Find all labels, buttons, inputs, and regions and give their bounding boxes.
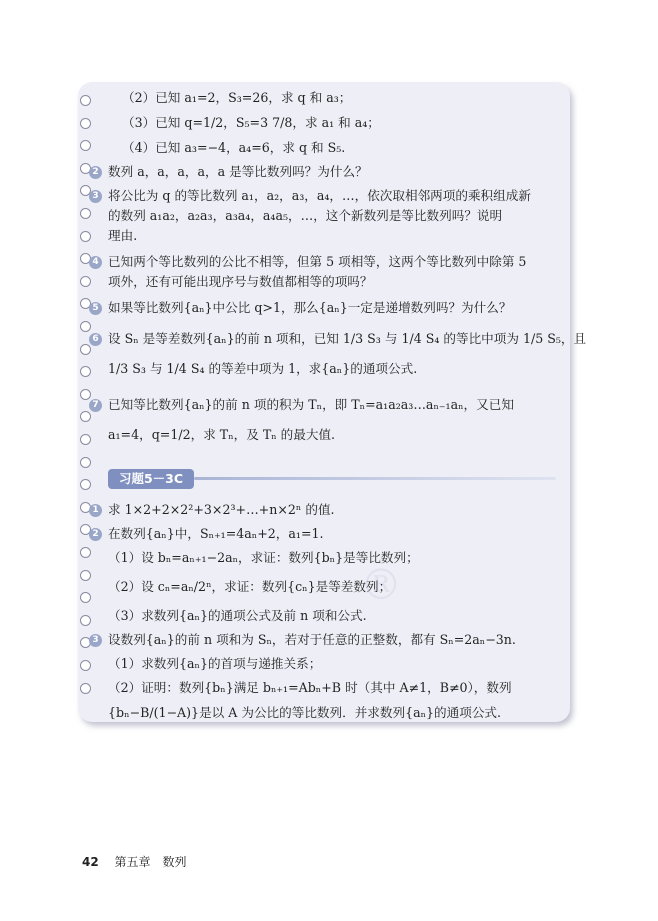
section-title: 习题5－3C <box>108 469 194 489</box>
problem-number-badge: 6 <box>89 333 102 346</box>
c-subitem: （2）设 cₙ=aₙ/2ⁿ，求证：数列{cₙ}是等差数列； <box>108 579 392 594</box>
chapter-title: 第五章 数列 <box>114 855 187 869</box>
binder-ring <box>80 660 91 671</box>
problem-6: 6 设 Sₙ 是等差数列{aₙ}的前 n 项和，已知 1/3 S₃ 与 1/4 S₄ 的等比中项为 1/5 S₅，且 1/3 S₃ 与 1/4 S₄ 的等差中项为 1，求{aₙ}的通项公式. <box>108 324 562 384</box>
problem-4: 4 已知两个等比数列的公比不相等，但第 5 项相等，这两个等比数列中除第 5 项外，还有可能出现序号与数值都相等的项吗？ <box>108 252 562 292</box>
c-subitem: （1）求数列{aₙ}的首项与递推关系； <box>108 656 322 671</box>
problem-5: 5 如果等比数列{aₙ}中公比 q>1，那么{aₙ}一定是递增数列吗？为什么？ <box>108 298 562 318</box>
binder-ring <box>80 389 91 400</box>
subitem-2: （2）已知 a₁=2，S₃=26，求 q 和 a₃； <box>122 90 352 105</box>
binder-ring <box>80 95 91 106</box>
c-subitem: （2）证明：数列{bₙ}满足 bₙ₊₁=Abₙ+B 时（其中 A≠1，B≠0），数列 <box>108 680 512 695</box>
binder-ring <box>80 547 91 558</box>
problem-number-badge: 1 <box>89 504 102 517</box>
subitem-3: （3）已知 q=1/2，S₅=3 7/8，求 a₁ 和 a₄； <box>122 115 380 130</box>
problem-7: 7 已知等比数列{aₙ}的前 n 项的积为 Tₙ，即 Tₙ=a₁a₂a₃…aₙ₋₁aₙ，又已知 a₁=4，q=1/2，求 Tₙ，及 Tₙ 的最大值. <box>108 390 562 450</box>
problem-2: 2 数列 a，a，a，a，a 是等比数列吗？为什么？ <box>108 162 562 182</box>
exercise-content <box>92 88 587 728</box>
binder-ring <box>80 118 91 129</box>
binder-ring <box>80 208 91 219</box>
page-footer <box>82 853 187 870</box>
problem-number-badge: 7 <box>89 399 102 412</box>
binder-ring <box>80 321 91 332</box>
c-subitem: （3）求数列{aₙ}的通项公式及前 n 项和公式. <box>108 608 367 623</box>
binder-ring <box>80 231 91 242</box>
page-number: 42 <box>82 855 99 869</box>
binder-ring <box>80 140 91 151</box>
binder-ring <box>80 366 91 377</box>
c-problem-1: 1 求 1×2+2×2²+3×2³+…+n×2ⁿ 的值. <box>108 500 562 520</box>
problem-number-badge: 3 <box>89 634 102 647</box>
binder-ring <box>80 344 91 355</box>
c-problem-2: 2 在数列{aₙ}中，Sₙ₊₁=4aₙ+2，a₁=1. （1）设 bₙ=aₙ₊₁−2aₙ，求证：数列{bₙ}是等比数列； （2）设 cₙ=aₙ/2ⁿ，求证：数列{cₙ}是等差数列； （3）求数列{aₙ}的通项公式及前 n 项和公式. <box>108 524 562 626</box>
problem-number-badge: 2 <box>89 528 102 541</box>
binder-ring <box>80 570 91 581</box>
subitem-4: （4）已知 a₃=−4，a₄=6，求 q 和 S₅. <box>122 140 346 155</box>
c-subitem: {bₙ−B/(1−A)}是以 A 为公比的等比数列．并求数列{aₙ}的通项公式. <box>108 705 502 720</box>
binder-ring <box>80 411 91 422</box>
binder-ring <box>80 457 91 468</box>
problem-number-badge: 5 <box>89 302 102 315</box>
section-header <box>108 468 562 490</box>
problem-3: 3 将公比为 q 的等比数列 a₁，a₂，a₃，a₄，…，依次取相邻两项的乘积组成新 的数列 a₁a₂，a₂a₃，a₃a₄，a₄a₅，…，这个新数列是等比数列吗？说明 理由. <box>108 186 562 246</box>
binder-ring <box>80 683 91 694</box>
binder-ring <box>80 479 91 490</box>
problem-number-badge: 4 <box>89 256 102 269</box>
binder-ring <box>80 276 91 287</box>
problem-number-badge: 2 <box>89 166 102 179</box>
binder-ring <box>80 615 91 626</box>
c-problem-3: 3 设数列{aₙ}的前 n 项和为 Sₙ，若对于任意的正整数，都有 Sₙ=2aₙ−3n. （1）求数列{aₙ}的首项与递推关系； （2）证明：数列{bₙ}满足 bₙ₊₁=Abₙ+B 时（其中 A≠1，B≠0），数列 {bₙ−B/(1−A)}是以 A 为公比的等比数列．并求数列{aₙ}的通项公式. <box>108 630 562 728</box>
c-subitem: （1）设 bₙ=aₙ₊₁−2aₙ，求证：数列{bₙ}是等比数列； <box>108 550 419 565</box>
binder-ring <box>80 592 91 603</box>
section-divider <box>194 477 556 480</box>
binder-ring <box>80 434 91 445</box>
publisher-watermark: ® <box>360 560 402 609</box>
problem-number-badge: 3 <box>89 190 102 203</box>
